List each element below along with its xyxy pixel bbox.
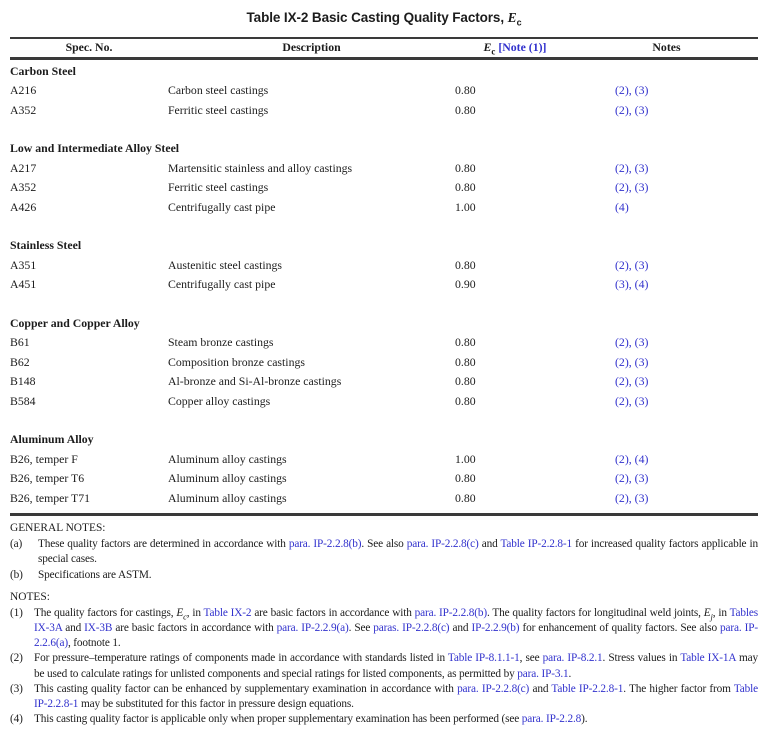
cross-reference-link[interactable]: Tables IX-3A [34,606,758,634]
row-notes-link[interactable]: (3), (4) [615,277,649,292]
description-cell: Aluminum alloy castings [168,490,287,505]
row-notes-link[interactable]: (2), (4) [615,451,649,466]
note-item-label: (b) [10,568,23,581]
spec-no-cell: B26, temper T6 [10,471,85,486]
note-text-segment: . See [348,622,374,634]
spec-no-cell: A352 [10,102,37,117]
general-notes-list [10,537,758,583]
note-text-segment: and [478,538,501,551]
note-text-segment: . [568,667,572,680]
cross-reference-link[interactable]: para. IP-2.2.8(b) [414,606,487,619]
row-notes-link[interactable]: (2), (3) [615,471,649,486]
cross-reference-link[interactable]: Table IP-2.2.8-1 [551,682,624,695]
spec-no-cell: A451 [10,277,37,292]
spec-no-cell: B148 [10,374,36,389]
description-cell: Aluminum alloy castings [168,471,287,486]
ec-value-cell: 0.80 [455,354,476,369]
ec-value-cell: 0.80 [455,471,476,486]
note-text-segment: are basic factors in accordance with [112,622,277,634]
description-cell: Martensitic stainless and alloy castings [168,160,353,175]
table-row [10,333,758,353]
symbol-italic: E [703,606,711,619]
spec-no-cell: A352 [10,180,37,195]
note-item [10,682,758,712]
ec-symbol-subscript: c [516,17,522,28]
symbol-subscript: c [183,611,187,622]
cross-reference-link[interactable]: IX-3B [84,622,113,634]
table-row [10,353,758,373]
table-row [10,275,758,295]
cross-reference-link[interactable]: para. IP-3.1 [517,667,569,680]
row-notes-link[interactable]: (2), (3) [615,160,649,175]
cross-reference-link[interactable]: IP-2.2.9(b) [471,622,520,634]
table-section [10,236,758,295]
section-header: Low and Intermediate Alloy Steel [10,141,180,156]
row-notes-link[interactable]: (2), (3) [615,180,649,195]
table-title [10,10,758,28]
cross-reference-link[interactable]: para. IP-2.2.8 [521,713,582,726]
note-1-header-link[interactable]: [Note (1)] [498,39,547,54]
spec-no-cell: B26, temper T71 [10,490,91,505]
cross-reference-link[interactable]: Table IP-2.2.8-1 [34,682,758,711]
cross-reference-link[interactable]: para. IP-2.2.8(b) [288,538,362,551]
cross-reference-link[interactable]: para. IP-2.2.8(c) [457,682,530,695]
cross-reference-link[interactable]: paras. IP-2.2.8(c) [373,622,450,634]
notes-heading: NOTES: [10,590,50,603]
note-item-text [34,651,758,681]
notes-block [10,590,758,728]
table-section [10,430,758,508]
table-row [10,469,758,489]
ec-value-cell: 0.80 [455,393,476,408]
table-row [10,256,758,276]
ec-value-cell: 0.80 [455,83,476,98]
column-header-description: Description [282,40,341,55]
note-text-segment: may be substituted for this factor in pressure design equations. [78,698,354,711]
notes-list [10,606,758,728]
row-notes-link[interactable]: (2), (3) [615,374,649,389]
table-row [10,198,758,218]
description-cell: Ferritic steel castings [168,102,269,117]
description-cell: Centrifugally cast pipe [168,277,276,292]
column-header-notes: Notes [652,40,681,55]
cross-reference-link[interactable]: Table IP-2.2.8-1 [500,538,573,551]
spec-no-cell: A217 [10,160,37,175]
cross-reference-link[interactable]: para. IP-2.2.9(a) [276,622,349,634]
description-cell: Al-bronze and Si-Al-bronze castings [168,374,342,389]
symbol-subscript: j [710,611,713,622]
description-cell: Ferritic steel castings [168,180,269,195]
general-notes-block [10,521,758,583]
row-notes-link[interactable]: (2), (3) [615,102,649,117]
note-item [10,712,758,727]
general-notes-heading: GENERAL NOTES: [10,522,106,535]
description-cell: Steam bronze castings [168,335,274,350]
section-header: Stainless Steel [10,238,82,253]
note-item-text [34,606,758,652]
note-item-label: (4) [10,713,23,726]
note-text-segment: Specifications are ASTM. [38,568,152,581]
symbol-italic: E [176,606,184,619]
ec-value-cell: 0.80 [455,374,476,389]
note-text-segment: are basic factors in accordance with [251,606,415,619]
column-header-ec [455,40,575,56]
note-item-text [34,682,758,712]
section-header: Aluminum Alloy [10,432,94,447]
note-item-label: (a) [10,538,23,551]
section-header: Carbon Steel [10,63,76,78]
note-text-segment: and [62,622,85,634]
ec-value-cell: 1.00 [455,199,476,214]
note-text-segment: may be used to calculate ratings for unlisted components and special ratings for listed components, as permitted by [34,652,758,680]
ec-value-cell: 0.80 [455,102,476,117]
ec-header-subscript: c [491,45,496,56]
note-text-segment: and [449,622,472,634]
spec-no-cell: A426 [10,199,37,214]
description-cell: Composition bronze castings [168,354,305,369]
note-item [10,568,758,583]
section-header: Copper and Copper Alloy [10,315,140,330]
table-section [10,62,758,121]
table-row [10,159,758,179]
table-body [10,60,758,514]
table-row [10,101,758,121]
spec-no-cell: B61 [10,335,30,350]
note-text-segment: for enhancement of quality factors. See also [519,622,721,634]
row-notes-link[interactable]: (2), (3) [615,393,649,408]
note-text-segment: This casting quality factor can be enhanced by supplementary examination in accordance with [34,682,458,695]
note-text-segment: . See also [361,538,407,551]
table-header-row [10,39,758,60]
note-item-label: (3) [10,682,23,695]
row-notes-link[interactable]: (2), (3) [615,354,649,369]
row-notes-link[interactable]: (4) [615,199,629,214]
note-text-segment: ). [581,713,588,726]
row-notes-link[interactable]: (2), (3) [615,335,649,350]
note-text-segment: . The higher factor from [623,682,734,695]
note-item-text [38,568,758,583]
description-cell: Austenitic steel castings [168,257,283,272]
note-text-segment: for increased quality factors applicable in special cases. [38,538,758,566]
note-text-segment: , footnote 1. [67,637,121,650]
ec-value-cell: 0.80 [455,490,476,505]
note-item [10,537,758,567]
row-notes-link[interactable]: (2), (3) [615,257,649,272]
ec-value-cell: 0.80 [455,257,476,272]
note-text-segment: , in [712,606,730,619]
note-item [10,651,758,681]
cross-reference-link[interactable]: para. IP-2.2.6(a) [34,622,758,650]
cross-reference-link[interactable]: Table IX-1A [680,652,736,665]
note-text-segment: , see [519,652,543,665]
ec-symbol: E [507,10,517,25]
table-row [10,450,758,470]
ec-value-cell: 0.80 [455,180,476,195]
spec-no-cell: A216 [10,83,37,98]
note-text-segment: . The quality factors for longitudinal weld joints, [487,606,704,619]
cross-reference-link[interactable]: Table IX-2 [203,606,252,619]
table-row [10,178,758,198]
description-cell: Centrifugally cast pipe [168,199,276,214]
casting-quality-factors-table [10,37,758,517]
table-row [10,392,758,412]
ec-header-symbol: E [483,39,492,54]
spec-no-cell: B26, temper F [10,451,78,466]
ec-value-cell: 0.80 [455,335,476,350]
ec-value-cell: 1.00 [455,451,476,466]
note-text-segment: These quality factors are determined in accordance with [38,538,289,551]
table-row [10,81,758,101]
note-item-text [34,712,758,727]
table-section [10,314,758,412]
note-text-segment: . Stress values in [602,652,681,665]
ec-value-cell: 0.80 [455,160,476,175]
note-item-label: (2) [10,652,23,665]
description-cell: Carbon steel castings [168,83,269,98]
row-notes-link[interactable]: (2), (3) [615,83,649,98]
cross-reference-link[interactable]: para. IP-8.2.1 [542,652,603,665]
table-title-text: Table IX-2 Basic Casting Quality Factors, [246,10,508,25]
description-cell: Aluminum alloy castings [168,451,287,466]
spec-no-cell: B62 [10,354,30,369]
note-item [10,606,758,652]
note-text-segment: The quality factors for castings, [34,606,177,619]
description-cell: Copper alloy castings [168,393,271,408]
table-row [10,372,758,392]
note-item-text [38,537,758,567]
note-item-label: (1) [10,606,23,619]
note-text-segment: , in [186,606,204,619]
row-notes-link[interactable]: (2), (3) [615,490,649,505]
column-header-spec-no: Spec. No. [65,40,113,55]
spec-no-cell: B584 [10,393,36,408]
ec-value-cell: 0.90 [455,277,476,292]
spec-no-cell: A351 [10,257,37,272]
cross-reference-link[interactable]: para. IP-2.2.8(c) [406,538,479,551]
note-text-segment: For pressure–temperature ratings of components made in accordance with standards listed in [34,652,448,665]
table-row [10,489,758,509]
table-section [10,139,758,217]
note-text-segment: and [529,682,552,695]
cross-reference-link[interactable]: Table IP-8.1.1-1 [447,652,520,665]
note-text-segment: This casting quality factor is applicable only when proper supplementary examination has been performed (see [34,713,522,726]
